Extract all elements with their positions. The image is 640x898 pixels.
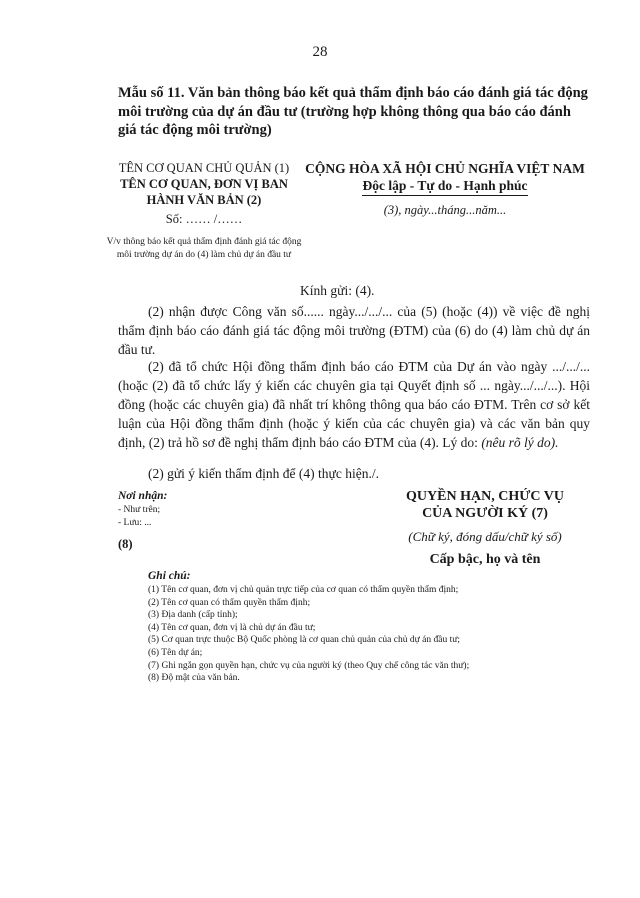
document-number: Số: …… /……: [165, 212, 243, 226]
note-item: (8) Độ mật của văn bản.: [148, 673, 240, 684]
signer-authority-line1: QUYỀN HẠN, CHỨC VỤ: [406, 489, 564, 504]
body-paragraph-1: (2) nhận được Công văn số...... ngày.../.../... của (5) (hoặc (4)) về việc đề nghị thẩm định báo cáo đánh giá tác động môi trường (ĐTM) của (6) do (4) làm chủ dự án đầu tư.: [118, 304, 590, 357]
note-item: (7) Ghi ngắn gọn quyền hạn, chức vụ của người ký (theo Quy chế công tác văn thư);: [148, 660, 470, 671]
note-item: (3) Địa danh (cấp tỉnh);: [148, 610, 238, 621]
signer-rank-name: Cấp bậc, họ và tên: [429, 552, 541, 567]
issuing-agency-line2: HÀNH VĂN BẢN (2): [146, 193, 262, 207]
form-title: [118, 84, 590, 140]
parent-agency: TÊN CƠ QUAN CHỦ QUẢN (1): [118, 161, 290, 175]
form-title-text: Văn bản thông báo kết quả thẩm định báo cáo đánh giá tác động môi trường của dự án đầu tư (trường hợp không thông qua báo cáo đánh giá tác động môi trường): [118, 85, 588, 138]
notes-list: [148, 584, 588, 685]
note-item: (4) Tên cơ quan, đơn vị là chủ dự án đầu tư;: [148, 622, 316, 633]
recipient-item: - Như trên;: [118, 505, 161, 515]
issuing-agency-line1: TÊN CƠ QUAN, ĐƠN VỊ BAN: [120, 177, 288, 191]
document-date: (3), ngày...tháng...năm...: [383, 203, 507, 217]
body-paragraph-2: [118, 357, 590, 452]
recipients-label: Nơi nhận:: [118, 490, 168, 502]
recipients-list: [118, 504, 160, 530]
issuing-agency-block: [104, 160, 304, 208]
signer-authority-line2: CỦA NGƯỜI KÝ (7): [422, 506, 548, 521]
national-header: [305, 160, 585, 219]
nation-name: CỘNG HÒA XÃ HỘI CHỦ NGHĨA VIỆT NAM: [305, 161, 585, 176]
recipient-item: - Lưu: ...: [118, 518, 152, 528]
page-number: 28: [312, 44, 328, 60]
addressee: Kính gửi: (4).: [300, 283, 375, 298]
body-paragraph-3: (2) gửi ý kiến thẩm định để (4) thực hiện./.: [148, 466, 379, 481]
national-motto: Độc lập - Tự do - Hạnh phúc: [362, 177, 527, 196]
signature-instruction: (Chữ ký, đóng dấu/chữ ký số): [408, 529, 562, 544]
note-item: (1) Tên cơ quan, đơn vị chủ quản trực tiếp của cơ quan có thẩm quyền thẩm định;: [148, 585, 459, 595]
signature-block: [370, 488, 600, 568]
note-item: (2) Tên cơ quan có thẩm quyền thẩm định;: [148, 597, 311, 608]
note-item: (6) Tên dự án;: [148, 647, 203, 658]
security-level-code: (8): [118, 537, 133, 551]
body-paragraph-2-text: (2) đã tổ chức Hội đồng thẩm định báo cáo ĐTM của Dự án vào ngày .../.../... (hoặc (2) đã tổ chức lấy ý kiến các chuyên gia tại Quyết định số ... ngày.../.../...). Hội đồng (hoặc các chuyên gia) đã nhất trí không thông qua báo cáo ĐTM. Trên cơ sở kết luận của Hội đồng thẩm định (hoặc ý kiến của các chuyên gia) và các văn bản quy định, (2) trả hồ sơ đề nghị thẩm định báo cáo ĐTM của (4). Lý do:: [118, 359, 590, 450]
document-subject: V/v thông báo kết quả thẩm định đánh giá tác động môi trường dự án do (4) làm chủ dự án đầu tư: [106, 237, 302, 260]
note-item: (5) Cơ quan trực thuộc Bộ Quốc phòng là cơ quan chủ quản của chủ dự án đầu tư;: [148, 635, 460, 646]
reason-placeholder: (nêu rõ lý do).: [481, 435, 559, 450]
form-number: Mẫu số 11.: [118, 85, 185, 101]
notes-label: Ghi chú:: [148, 570, 191, 582]
